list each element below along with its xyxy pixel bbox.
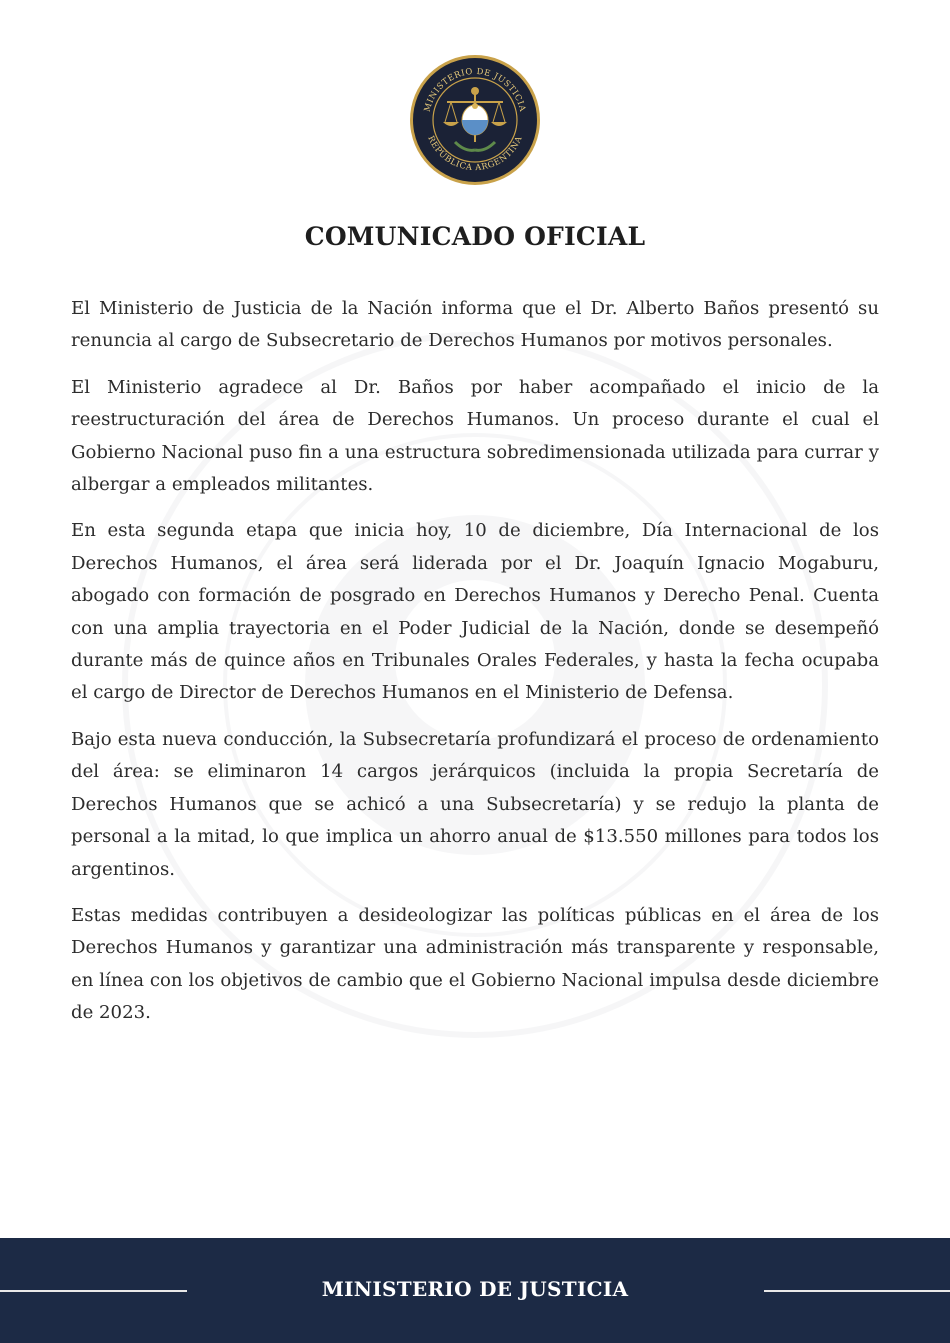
paragraph-acknowledgement: El Ministerio agradece al Dr. Baños por haber acompañado el inicio de la reestructuración del área de Derechos Humanos. Un proceso durante el cual el Gobierno Nacional puso fin a una estructura sobredimensionada utilizada para currar y albergar a empleados militantes. xyxy=(71,376,879,496)
paragraph-restructuring: Bajo esta nueva conducción, la Subsecretaría profundizará el proceso de ordenamiento del área: se eliminaron 14 cargos jerárquicos (incluida la propia Secretaría de Derechos Humanos que se achicó a una Subsecretaría) y se redujo la planta de personal a la mitad, lo que implica un ahorro anual de $13.550 millones para todos los argentinos. xyxy=(71,728,879,880)
svg-text:REPÚBLICA ARGENTINA: REPÚBLICA ARGENTINA xyxy=(426,134,524,173)
paragraph-resignation: El Ministerio de Justicia de la Nación informa que el Dr. Alberto Baños presentó su renuncia al cargo de Subsecretario de Derechos Humanos por motivos personales. xyxy=(71,298,879,352)
document-body xyxy=(71,293,879,1044)
footer-banner xyxy=(0,1238,950,1343)
footer-ministry-label: MINISTERIO DE JUSTICIA xyxy=(321,1277,629,1301)
paragraph-new-leadership: En esta segunda etapa que inicia hoy, 10 de diciembre, Día Internacional de los Derechos Humanos, el área será liderada por el Dr. Joaquín Ignacio Mogaburu, abogado con formación de posgrado en Derechos Humanos y Derecho Penal. Cuenta con una amplia trayectoria en el Poder Judicial de la Nación, donde se desempeñó durante más de quince años en Tribunales Orales Federales, y hasta la fecha ocupaba el cargo de Director de Derechos Humanos en el Ministerio de Defensa. xyxy=(71,520,879,704)
paragraph-conclusion: Estas medidas contribuyen a desideologizar las políticas públicas en el área de los Derechos Humanos y garantizar una administración más transparente y responsable, en línea con los objetivos de cambio que el Gobierno Nacional impulsa desde diciembre de 2023. xyxy=(71,904,879,1024)
ministry-seal-logo xyxy=(409,54,541,186)
svg-text:MINISTERIO DE JUSTICIA: MINISTERIO DE JUSTICIA xyxy=(421,65,529,113)
footer-divider-right xyxy=(764,1290,950,1292)
document-title: COMUNICADO OFICIAL xyxy=(304,222,646,251)
